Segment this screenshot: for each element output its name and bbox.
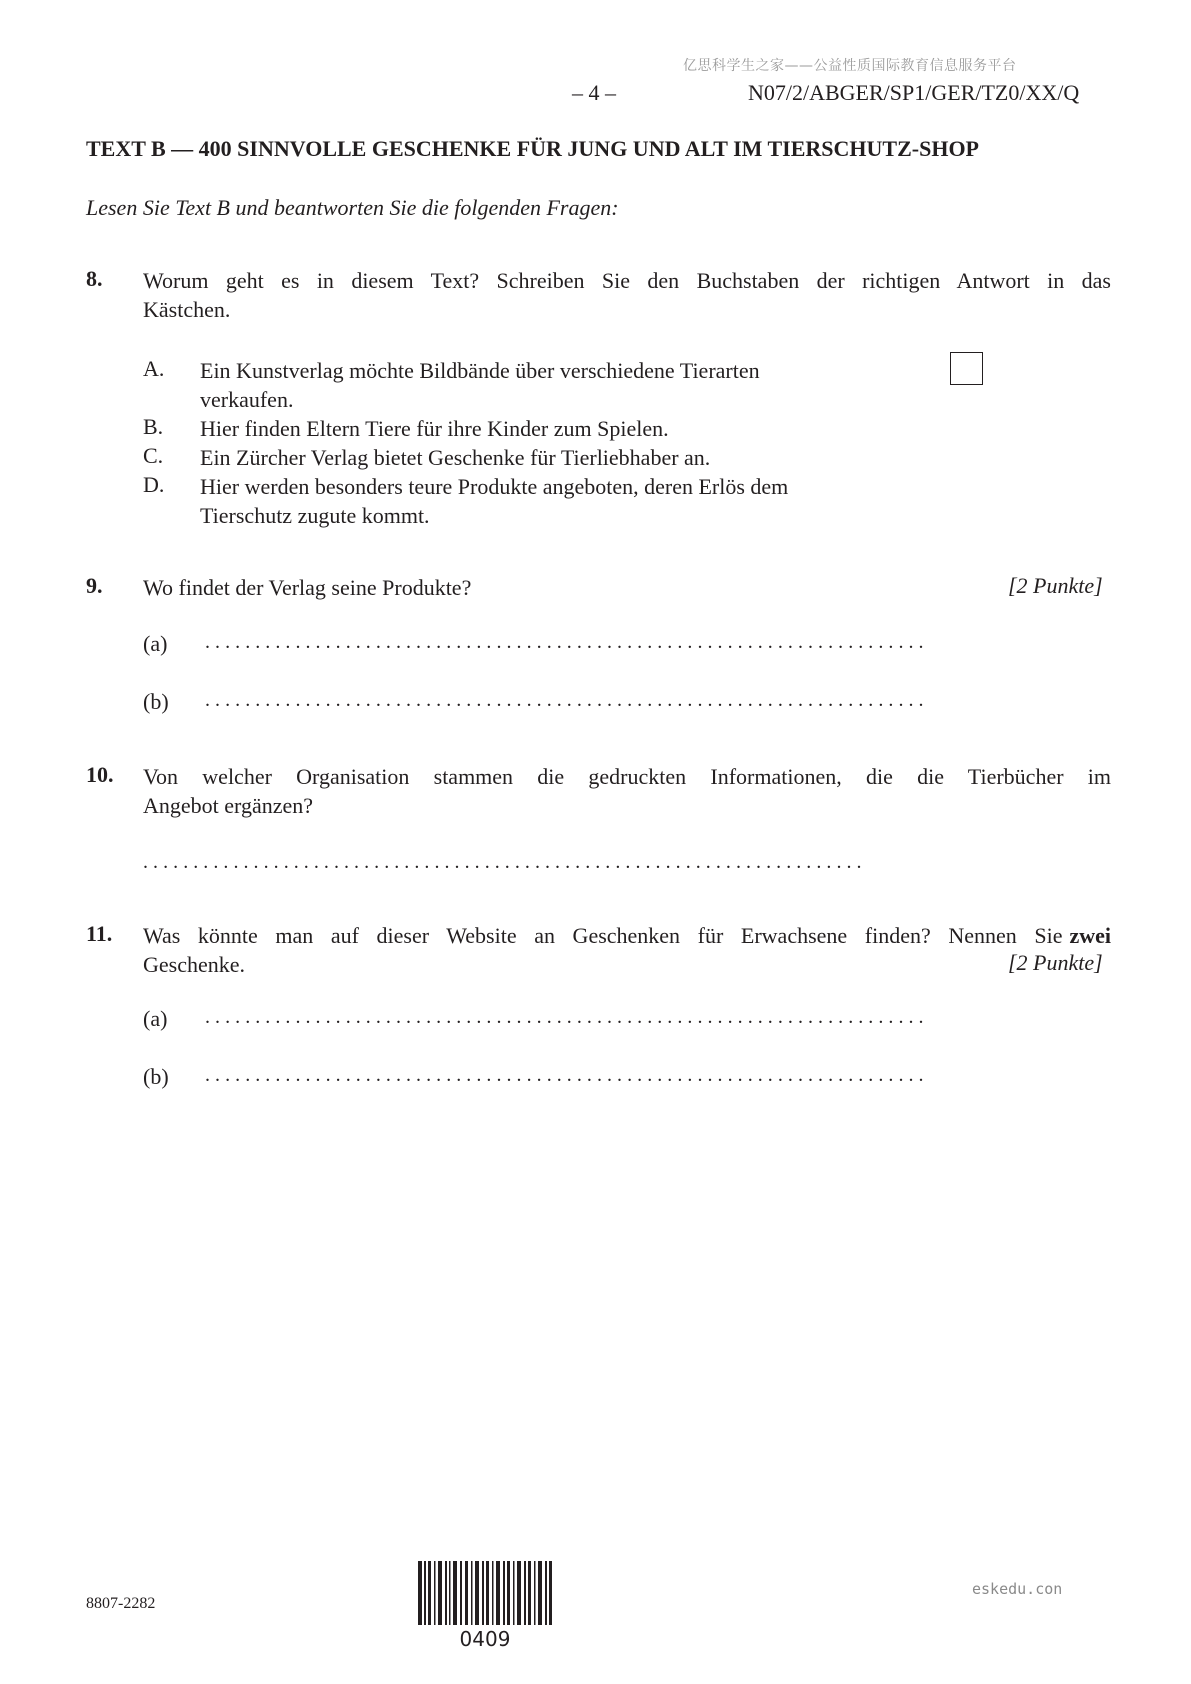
answer-line[interactable]: ........................................................................ <box>143 851 867 873</box>
answer-line[interactable]: ........................................................................ <box>205 631 929 653</box>
exam-code: N07/2/ABGER/SP1/GER/TZ0/XX/Q <box>748 80 1080 105</box>
question-8-text-cont: Kästchen. <box>143 297 231 322</box>
question-11-text-cont: Geschenke. <box>143 952 246 977</box>
document-code: 8807-2282 <box>86 1595 156 1612</box>
question-11-text-main: Was könnte man auf dieser Website an Geschenken für Erwachsene finden? Nennen Sie <box>143 923 1063 948</box>
option-text: Ein Zürcher Verlag bietet Geschenke für Tierliebhaber an. <box>200 445 711 470</box>
answer-box[interactable] <box>950 352 983 385</box>
question-number-8: 8. <box>86 266 103 291</box>
question-9-text: Wo findet der Verlag seine Produkte? <box>143 575 472 600</box>
question-number-10: 10. <box>86 762 114 787</box>
section-title: TEXT B — 400 SINNVOLLE GESCHENKE FÜR JUNG UND ALT IM TIERSCHUTZ-SHOP <box>86 136 979 161</box>
emphasis-zwei: zwei <box>1069 923 1111 948</box>
answer-label-b: (b) <box>143 689 169 714</box>
page-number: – 4 – <box>572 80 616 105</box>
question-number-11: 11. <box>86 921 113 946</box>
option-letter: B. <box>143 414 164 439</box>
question-11-text <box>143 921 1111 950</box>
answer-label-b: (b) <box>143 1064 169 1089</box>
option-text-cont: verkaufen. <box>200 387 294 412</box>
barcode-number: 0409 <box>459 1627 511 1651</box>
points-label: [2 Punkte] <box>1008 950 1103 975</box>
answer-line[interactable]: ........................................................................ <box>205 1064 929 1086</box>
question-10-text-cont: Angebot ergänzen? <box>143 793 314 818</box>
barcode-icon <box>418 1561 552 1625</box>
answer-label-a: (a) <box>143 1006 168 1031</box>
section-instruction: Lesen Sie Text B und beantworten Sie die folgenden Fragen: <box>86 195 619 220</box>
question-number-9: 9. <box>86 573 103 598</box>
points-label: [2 Punkte] <box>1008 573 1103 598</box>
option-text: Ein Kunstverlag möchte Bildbände über verschiedene Tierarten <box>200 358 760 383</box>
answer-line[interactable]: ........................................................................ <box>205 1006 929 1028</box>
question-10-text: Von welcher Organisation stammen die gedruckten Informationen, die die Tierbücher im <box>143 764 1111 789</box>
option-text: Hier finden Eltern Tiere für ihre Kinder zum Spielen. <box>200 416 669 441</box>
answer-line[interactable]: ........................................................................ <box>205 689 929 711</box>
option-letter: D. <box>143 472 165 497</box>
answer-label-a: (a) <box>143 631 168 656</box>
option-text-cont: Tierschutz zugute kommt. <box>200 503 430 528</box>
site-watermark: eskedu.con <box>972 1580 1063 1598</box>
option-letter: C. <box>143 443 164 468</box>
option-letter: A. <box>143 356 165 381</box>
watermark: 亿思科学生之家——公益性质国际教育信息服务平台 <box>683 58 1017 74</box>
question-8-text: Worum geht es in diesem Text? Schreiben Sie den Buchstaben der richtigen Antwort in das <box>143 268 1111 293</box>
option-text: Hier werden besonders teure Produkte angeboten, deren Erlös dem <box>200 474 789 499</box>
